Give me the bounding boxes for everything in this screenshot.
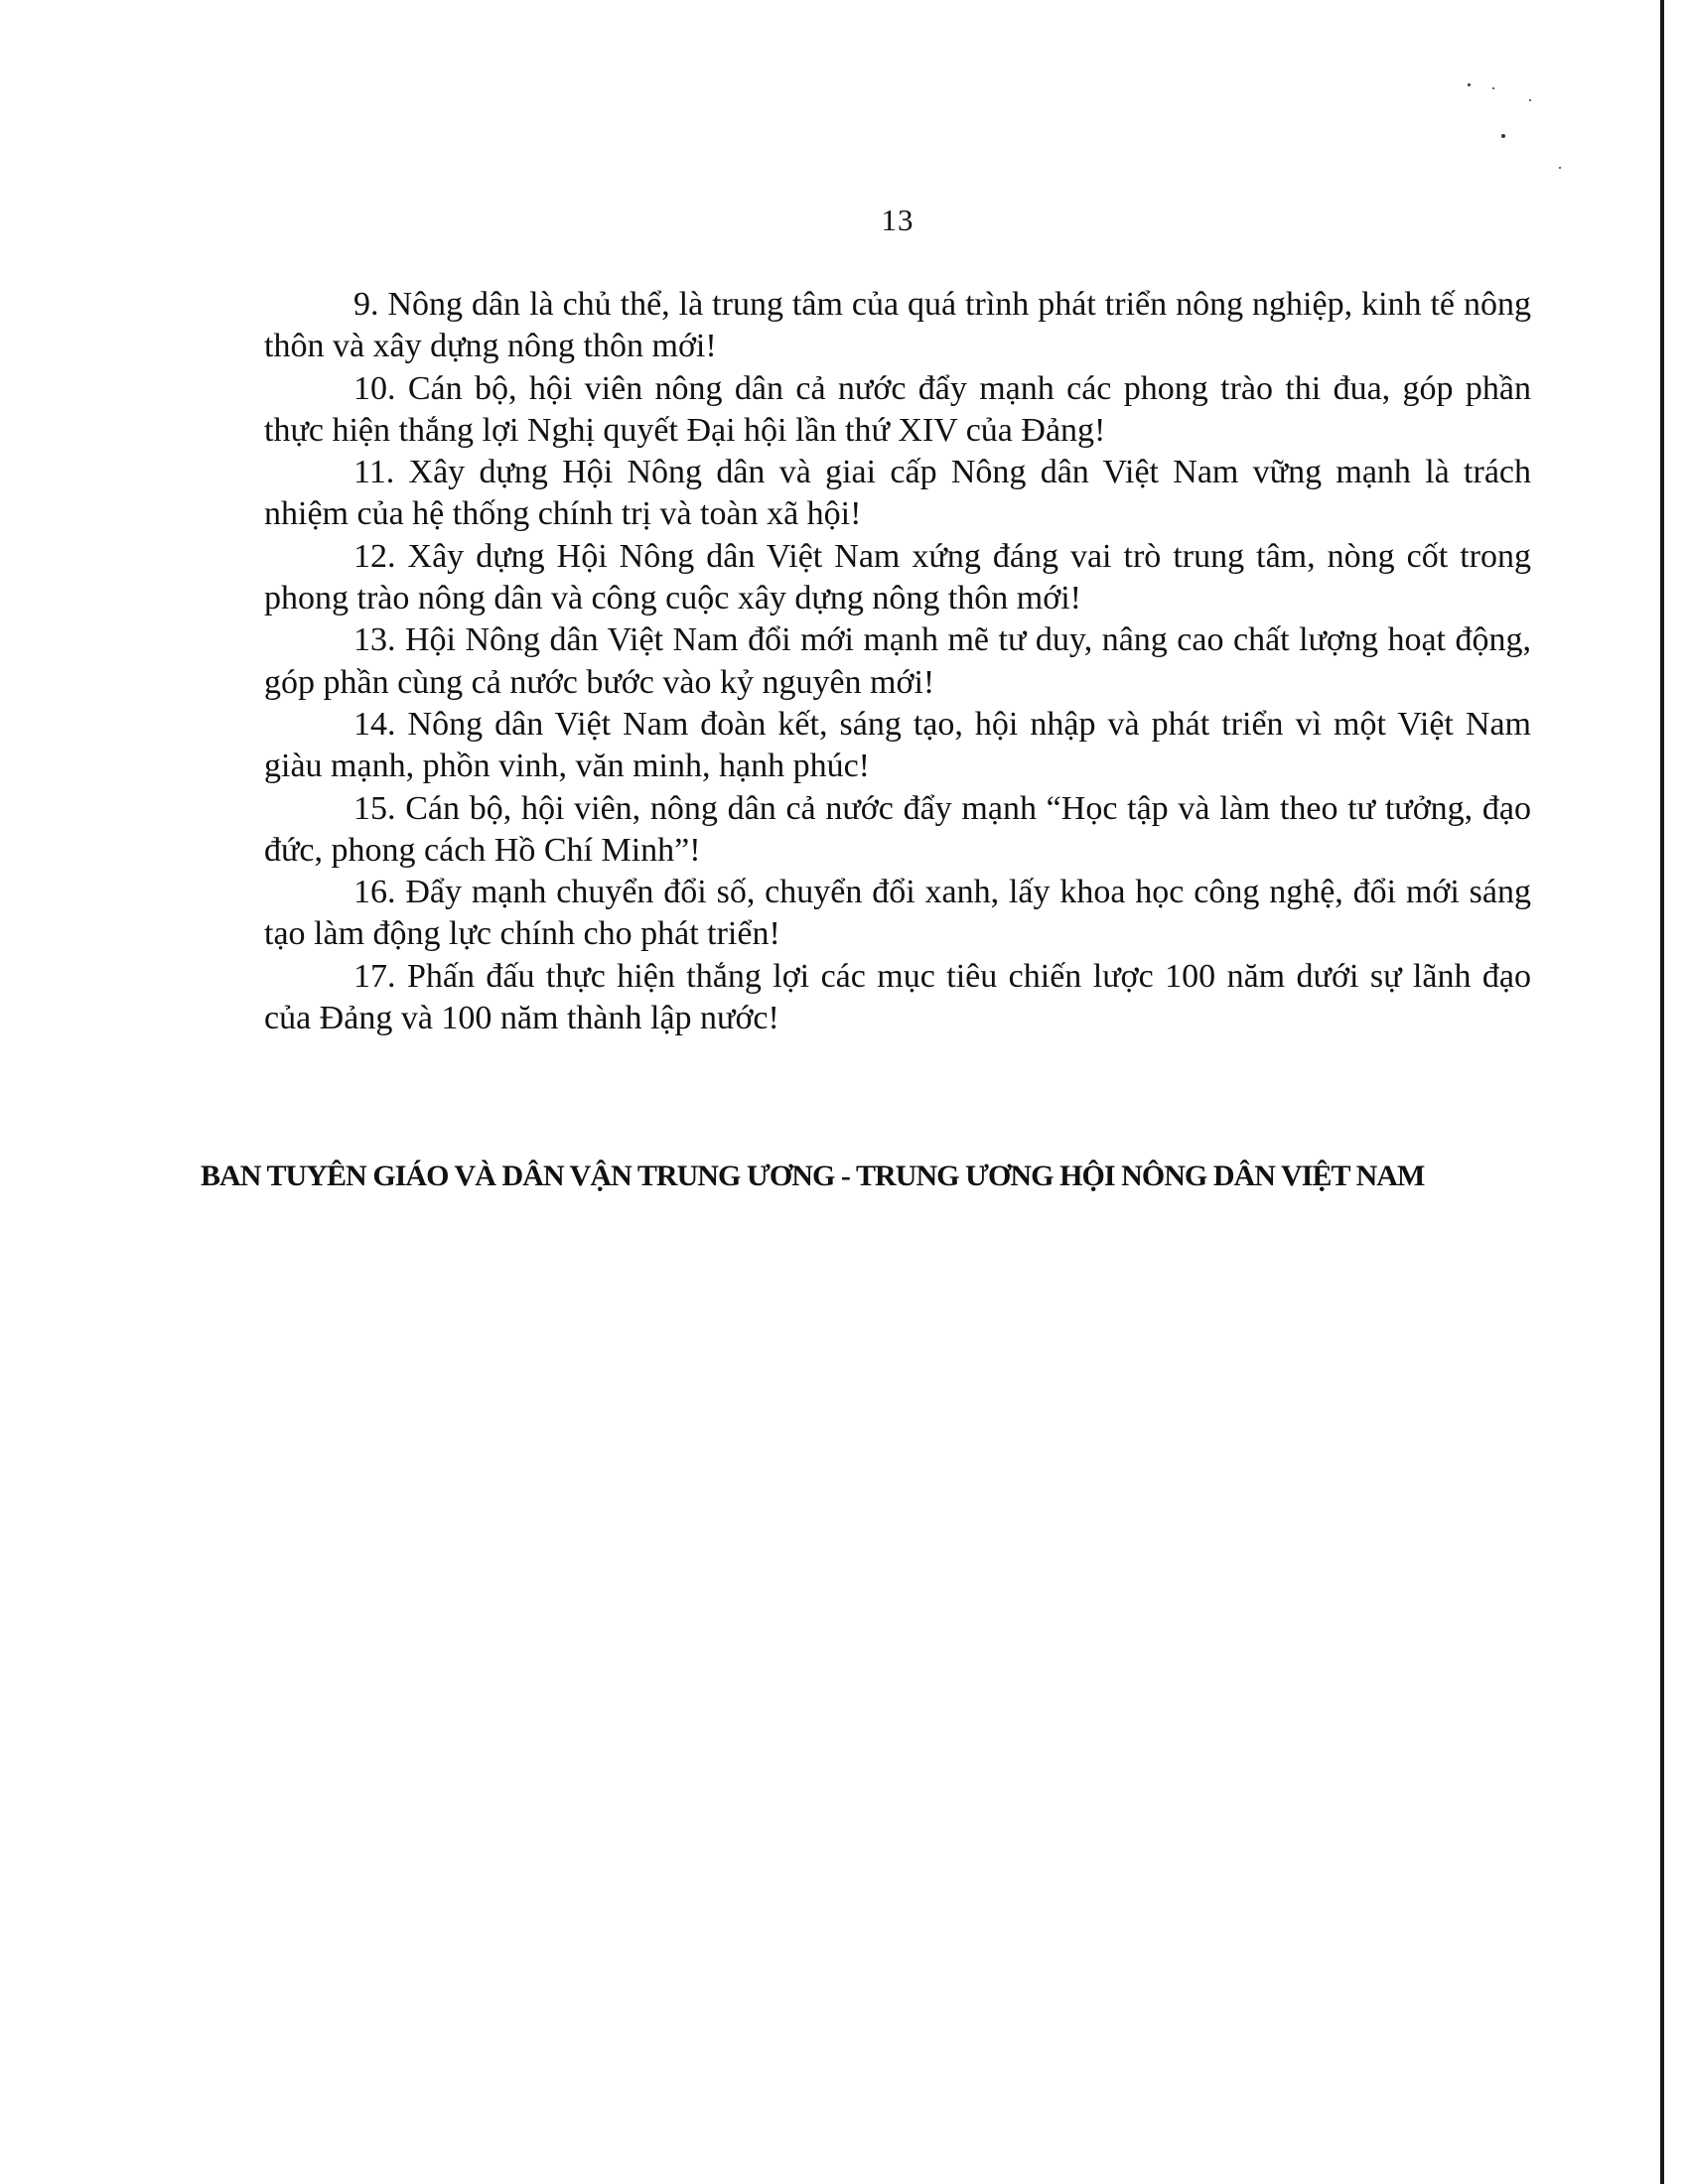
page-number: 13 — [881, 203, 914, 237]
issuing-organization: BAN TUYÊN GIÁO VÀ DÂN VẬN TRUNG ƯƠNG - TRUNG ƯƠNG HỘI NÔNG DÂN VIỆT NAM — [201, 1160, 1425, 1192]
scan-speck — [1492, 87, 1494, 89]
scan-speck — [1559, 167, 1561, 169]
slogan-item: 10. Cán bộ, hội viên nông dân cả nước đẩy mạnh các phong trào thi đua, góp phần thực hiện thắng lợi Nghị quyết Đại hội lần thứ XIV của Đảng! — [264, 369, 1531, 449]
slogan-list — [264, 284, 1531, 1039]
scan-speck — [1468, 83, 1471, 86]
slogan-item: 17. Phấn đấu thực hiện thắng lợi các mục tiêu chiến lược 100 năm dưới sự lãnh đạo của Đảng và 100 năm thành lập nước! — [264, 957, 1531, 1037]
slogan-item: 11. Xây dựng Hội Nông dân và giai cấp Nông dân Việt Nam vững mạnh là trách nhiệm của hệ thống chính trị và toàn xã hội! — [264, 454, 1531, 533]
slogan-item: 15. Cán bộ, hội viên, nông dân cả nước đẩy mạnh “Học tập và làm theo tư tưởng, đạo đức, phong cách Hồ Chí Minh”! — [264, 789, 1531, 869]
slogan-item: 16. Đẩy mạnh chuyển đổi số, chuyển đổi xanh, lấy khoa học công nghệ, đổi mới sáng tạo làm động lực chính cho phát triển! — [264, 874, 1531, 953]
slogan-item: 12. Xây dựng Hội Nông dân Việt Nam xứng đáng vai trò trung tâm, nòng cốt trong phong trào nông dân và công cuộc xây dựng nông thôn mới! — [264, 537, 1531, 617]
slogan-item: 13. Hội Nông dân Việt Nam đổi mới mạnh mẽ tư duy, nâng cao chất lượng hoạt động, góp phần cùng cả nước bước vào kỷ nguyên mới! — [264, 621, 1531, 701]
scan-speck — [1501, 134, 1505, 138]
scan-edge-border — [1660, 0, 1664, 2184]
slogan-item: 14. Nông dân Việt Nam đoàn kết, sáng tạo, hội nhập và phát triển vì một Việt Nam giàu mạnh, phồn vinh, văn minh, hạnh phúc! — [264, 705, 1531, 785]
slogan-item: 9. Nông dân là chủ thể, là trung tâm của quá trình phát triển nông nghiệp, kinh tế nông thôn và xây dựng nông thôn mới! — [264, 286, 1531, 365]
scan-speck — [1529, 99, 1531, 101]
